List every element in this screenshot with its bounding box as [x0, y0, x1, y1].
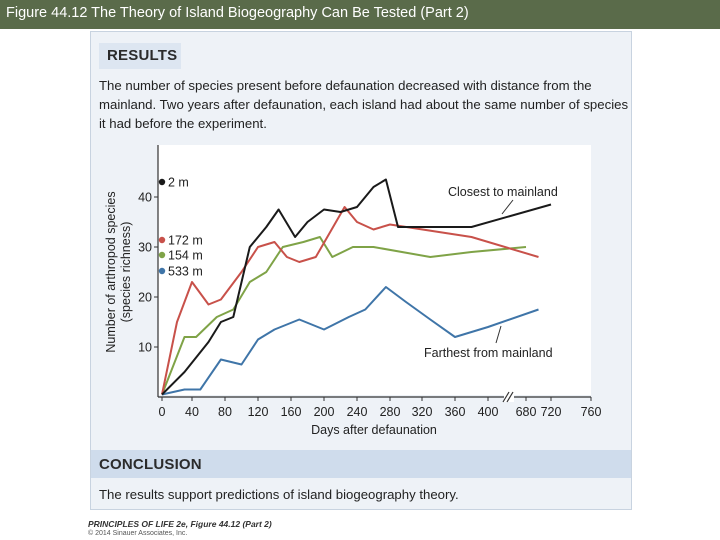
legend-marker-154-m [159, 252, 165, 258]
x-axis-title: Days after defaunation [311, 423, 437, 437]
annotation-farthest-pointer [496, 326, 501, 343]
figure-credit: PRINCIPLES OF LIFE 2e, Figure 44.12 (Part 2) [88, 519, 272, 529]
legend-marker-533-m [159, 268, 165, 274]
window-title: Figure 44.12 The Theory of Island Biogeography Can Be Tested (Part 2) [6, 5, 469, 21]
legend-label-2-m: 2 m [168, 175, 189, 190]
conclusion-heading: CONCLUSION [99, 456, 202, 473]
x-tick-label: 400 [477, 405, 499, 419]
x-tick-label: 360 [444, 405, 466, 419]
series-line-533-m [162, 287, 539, 395]
annotation-closest-pointer [502, 200, 513, 214]
y-axis-title-line-1: Number of arthropod species [104, 191, 118, 353]
y-tick-label: 30 [138, 240, 152, 255]
x-tick-label: 120 [247, 405, 269, 419]
x-tick-label: 280 [379, 405, 401, 419]
y-tick-label: 40 [138, 190, 152, 205]
annotation-closest: Closest to mainland [448, 185, 558, 199]
x-tick-label: 160 [280, 405, 302, 419]
results-heading: RESULTS [107, 47, 178, 64]
results-description: The number of species present before defaunation decreased with distance from the mainland. Two years after defaunation, each island had about the same number of species it had before the experiment. [99, 78, 629, 131]
x-tick-label: 680 [515, 405, 537, 419]
series-line-154-m [162, 237, 526, 395]
legend-marker-172-m [159, 237, 165, 243]
series-line-172-m [162, 207, 539, 395]
y-axis-title-line-2: (species richness) [119, 221, 133, 323]
y-tick-label: 10 [138, 340, 152, 355]
conclusion-description: The results support predictions of island biogeography theory. [99, 487, 459, 502]
x-tick-label: 40 [185, 405, 199, 419]
legend-label-172-m: 172 m [168, 233, 203, 248]
series-line-2-m [162, 180, 551, 395]
legend-label-533-m: 533 m [168, 264, 203, 279]
y-tick-label: 20 [138, 290, 152, 305]
legend-label-154-m: 154 m [168, 248, 203, 263]
x-tick-label: 720 [540, 405, 562, 419]
x-tick-label: 200 [313, 405, 335, 419]
annotation-farthest: Farthest from mainland [424, 346, 553, 360]
legend-marker-2-m [159, 179, 165, 185]
x-tick-label: 240 [346, 405, 368, 419]
x-tick-label: 320 [411, 405, 433, 419]
x-tick-label: 760 [580, 405, 602, 419]
copyright-notice: © 2014 Sinauer Associates, Inc. [88, 530, 188, 537]
x-tick-label: 80 [218, 405, 232, 419]
x-tick-label: 0 [158, 405, 166, 419]
